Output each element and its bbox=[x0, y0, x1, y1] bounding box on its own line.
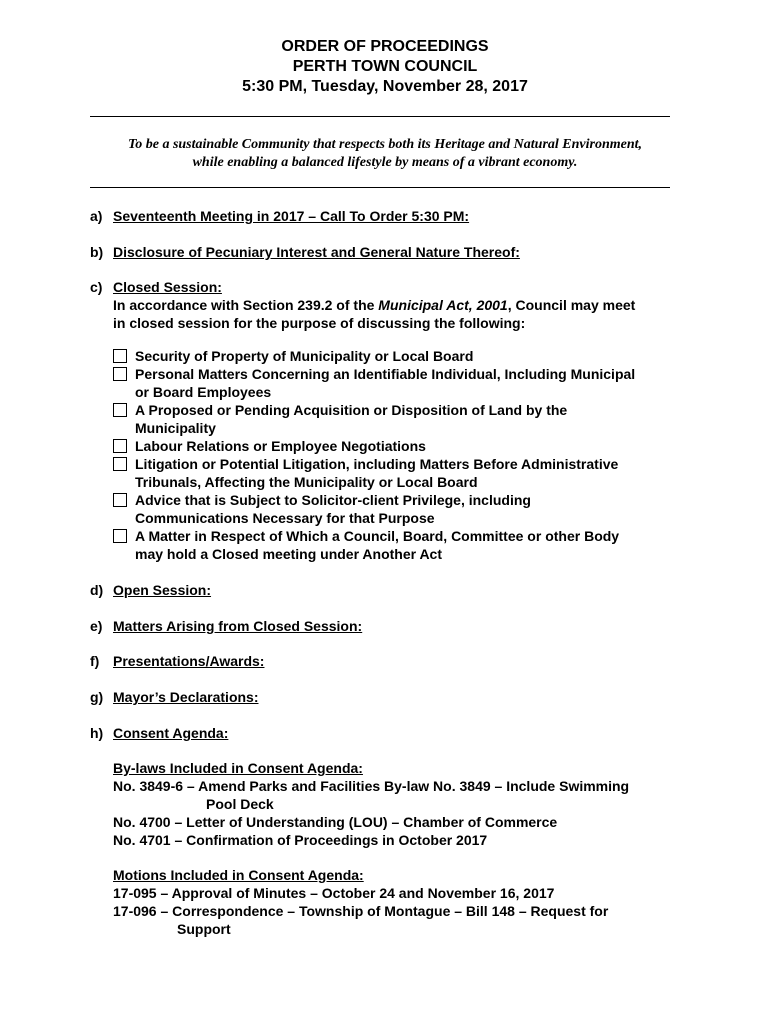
checkbox[interactable] bbox=[113, 457, 127, 471]
motion-item-continued: Support bbox=[177, 921, 231, 937]
checkbox[interactable] bbox=[113, 349, 127, 363]
page-title bbox=[90, 37, 680, 97]
closed-session-option bbox=[113, 347, 683, 365]
option-line-1: A Proposed or Pending Acquisition or Disposition of Land by the bbox=[135, 402, 568, 418]
checkbox[interactable] bbox=[113, 529, 127, 543]
closed-session-options bbox=[113, 347, 683, 563]
item-heading: Closed Session: bbox=[113, 279, 222, 295]
intro-text-1: In accordance with Section 239.2 of the bbox=[113, 297, 379, 313]
item-label: f) bbox=[90, 653, 100, 669]
motto-line-2: while enabling a balanced lifestyle by means of a vibrant economy. bbox=[192, 155, 578, 170]
closed-session-option bbox=[113, 527, 683, 563]
option-line-1: A Matter in Respect of Which a Council, Board, Committee or other Body bbox=[135, 528, 620, 544]
item-heading: Disclosure of Pecuniary Interest and General Nature Thereof: bbox=[113, 244, 520, 260]
option-line-2: may hold a Closed meeting under Another Act bbox=[135, 546, 443, 562]
option-line-2: or Board Employees bbox=[135, 384, 272, 400]
option-line-1: Security of Property of Municipality or Local Board bbox=[135, 348, 474, 364]
bylaw-item: No. 4701 – Confirmation of Proceedings in October 2017 bbox=[113, 832, 488, 848]
motion-item: 17-095 – Approval of Minutes – October 24 and November 16, 2017 bbox=[113, 885, 555, 901]
intro-text-3: in closed session for the purpose of discussing the following: bbox=[113, 315, 526, 331]
item-heading: Matters Arising from Closed Session: bbox=[113, 618, 363, 634]
item-label: h) bbox=[90, 725, 104, 741]
closed-session-intro bbox=[113, 296, 683, 332]
item-label: b) bbox=[90, 244, 104, 260]
item-heading: Open Session: bbox=[113, 582, 212, 598]
bylaw-item: No. 4700 – Letter of Understanding (LOU) – Chamber of Commerce bbox=[113, 814, 558, 830]
item-heading: Presentations/Awards: bbox=[113, 653, 265, 669]
motions-heading: Motions Included in Consent Agenda: bbox=[113, 867, 364, 883]
divider-bottom bbox=[90, 187, 670, 188]
item-label: d) bbox=[90, 582, 104, 598]
option-line-2: Municipality bbox=[135, 420, 216, 436]
motto bbox=[90, 136, 680, 172]
option-line-1: Litigation or Potential Litigation, including Matters Before Administrative bbox=[135, 456, 619, 472]
intro-text-2: , Council may meet bbox=[507, 297, 636, 313]
closed-session-option bbox=[113, 491, 683, 527]
bylaw-item-continued: Pool Deck bbox=[206, 796, 274, 812]
option-line-2: Communications Necessary for that Purpose bbox=[135, 510, 435, 526]
motion-item: 17-096 – Correspondence – Township of Montague – Bill 148 – Request for bbox=[113, 903, 609, 919]
option-line-1: Personal Matters Concerning an Identifiable Individual, Including Municipal bbox=[135, 366, 636, 382]
act-name: Municipal Act, 2001 bbox=[378, 297, 508, 313]
item-heading: Consent Agenda: bbox=[113, 725, 229, 741]
item-label: g) bbox=[90, 689, 104, 705]
item-label: e) bbox=[90, 618, 103, 634]
option-line-1: Labour Relations or Employee Negotiations bbox=[135, 438, 426, 454]
title-line-1: ORDER OF PROCEEDINGS bbox=[281, 38, 489, 55]
checkbox[interactable] bbox=[113, 439, 127, 453]
bylaws-heading: By-laws Included in Consent Agenda: bbox=[113, 760, 363, 776]
title-line-3: 5:30 PM, Tuesday, November 28, 2017 bbox=[242, 78, 528, 95]
checkbox[interactable] bbox=[113, 367, 127, 381]
title-line-2: PERTH TOWN COUNCIL bbox=[292, 58, 478, 75]
item-label: c) bbox=[90, 279, 103, 295]
closed-session-option bbox=[113, 365, 683, 401]
bylaw-item: No. 3849-6 – Amend Parks and Facilities By-law No. 3849 – Include Swimming bbox=[113, 778, 630, 794]
closed-session-option bbox=[113, 455, 683, 491]
closed-session-option bbox=[113, 401, 683, 437]
checkbox[interactable] bbox=[113, 493, 127, 507]
divider-top bbox=[90, 116, 670, 117]
option-line-2: Tribunals, Affecting the Municipality or Local Board bbox=[135, 474, 478, 490]
option-line-1: Advice that is Subject to Solicitor-client Privilege, including bbox=[135, 492, 531, 508]
motto-line-1: To be a sustainable Community that respects both its Heritage and Natural Environment, bbox=[127, 137, 643, 152]
item-heading: Mayor’s Declarations: bbox=[113, 689, 259, 705]
item-heading: Seventeenth Meeting in 2017 – Call To Order 5:30 PM: bbox=[113, 208, 470, 224]
item-label: a) bbox=[90, 208, 103, 224]
checkbox[interactable] bbox=[113, 403, 127, 417]
closed-session-option bbox=[113, 437, 683, 455]
